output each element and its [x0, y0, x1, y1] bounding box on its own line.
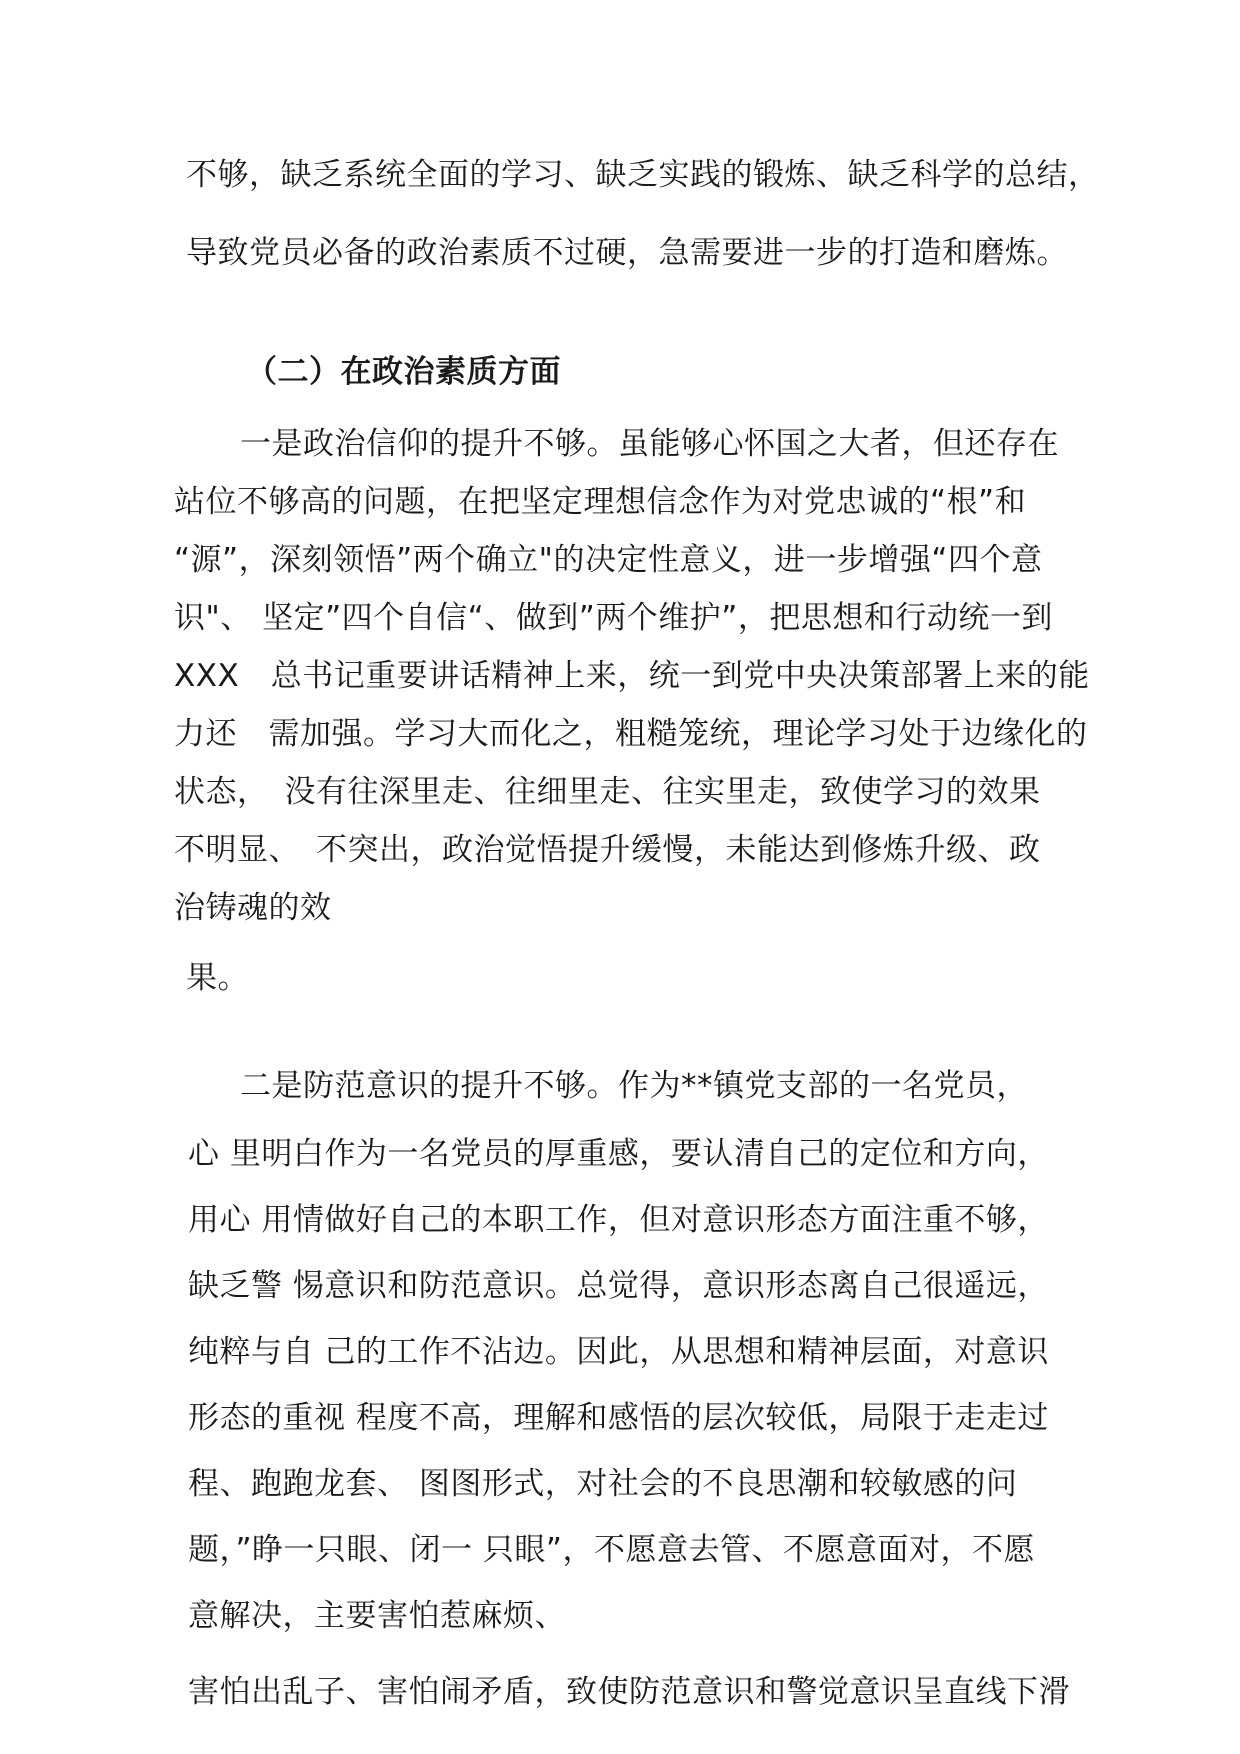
- text-line: XXX 总书记重要讲话精神上来，统一到党中央决策部署上来的能: [174, 658, 1090, 694]
- text-line: 用心 用情做好自己的本职工作，但对意识形态方面注重不够，: [188, 1202, 1049, 1238]
- text-line: 题，”睁一只眼、闭一 只眼”，不愿意去管、不愿意面对，不愿: [188, 1532, 1035, 1568]
- text-line: 害怕出乱子、害怕闹矛盾，致使防范意识和警觉意识呈直线下滑: [188, 1674, 1070, 1710]
- text-line: 力还 需加强。学习大而化之，粗糙笼统，理论学习处于边缘化的: [174, 716, 1088, 752]
- text-line: 心 里明白作为一名党员的厚重感，要认清自己的定位和方向，: [188, 1136, 1049, 1172]
- text-line: 缺乏警 惕意识和防范意识。总觉得，意识形态离自己很遥远，: [188, 1268, 1049, 1304]
- text-line: 纯粹与自 己的工作不沾边。因此，从思想和精神层面，对意识: [188, 1334, 1049, 1370]
- text-line: 状态， 没有往深里走、往细里走、往实里走，致使学习的效果: [174, 774, 1041, 810]
- text-line: 导致党员必备的政治素质不过硬，急需要进一步的打造和磨炼。: [186, 235, 1068, 271]
- text-line: 二是防范意识的提升不够。作为**镇党支部的一名党员，: [240, 1068, 1028, 1104]
- text-line: 不明显、 不突出，政治觉悟提升缓慢，未能达到修炼升级、政: [174, 832, 1041, 868]
- text-line: 意解决，主要害怕惹麻烦、: [188, 1598, 566, 1634]
- text-line: 站位不够高的问题，在把坚定理想信念作为对党忠诚的“根”和: [174, 484, 1027, 520]
- text-line: “源”，深刻领悟”两个确立"的决定性意义，进一步增强“四个意: [174, 542, 1043, 578]
- text-line: 果。: [186, 960, 249, 996]
- text-line: 不够，缺乏系统全面的学习、缺乏实践的锻炼、缺乏科学的总结，: [186, 157, 1100, 193]
- section-heading: （二）在政治素质方面: [246, 354, 561, 390]
- text-line: 识"、 坚定”四个自信“、做到”两个维护”，把思想和行动统一到: [174, 600, 1053, 636]
- text-line: 一是政治信仰的提升不够。虽能够心怀国之大者，但还存在: [240, 426, 1059, 462]
- text-line: 治铸魂的效: [174, 890, 332, 926]
- text-line: 形态的重视 程度不高，理解和感悟的层次较低，局限于走走过: [188, 1400, 1049, 1436]
- text-line: 程、跑跑龙套、 图图形式，对社会的不良思潮和较敏感的问: [188, 1466, 1018, 1502]
